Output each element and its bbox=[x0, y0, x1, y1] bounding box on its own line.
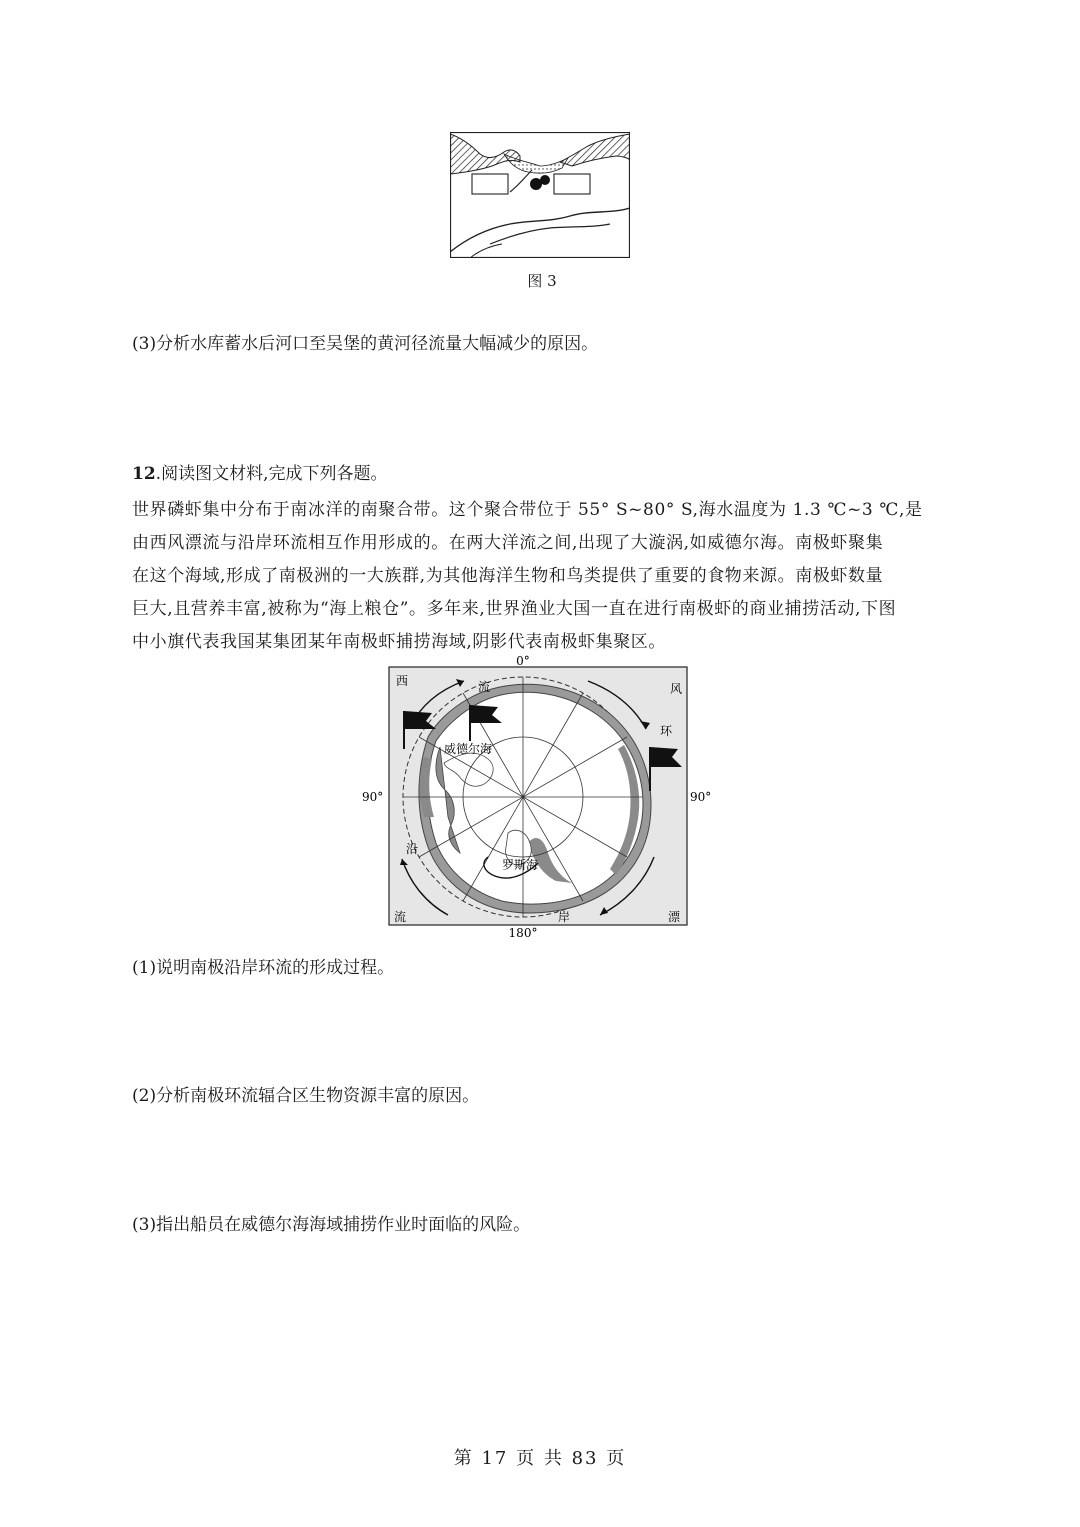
current-char: 环 bbox=[660, 724, 673, 738]
footer-suffix: 页 bbox=[606, 1448, 627, 1469]
question-12-number: 12 bbox=[132, 464, 156, 484]
page-footer bbox=[0, 1444, 1080, 1470]
map-label-bottom: 180° bbox=[508, 926, 538, 940]
material-line: 在这个海域,形成了南极洲的一大族群,为其他海洋生物和鸟类提供了重要的食物来源。南极虾数量 bbox=[132, 566, 884, 586]
material-line: 中小旗代表我国某集团某年南极虾捕捞海域,阴影代表南极虾集聚区。 bbox=[132, 632, 667, 652]
question-11-3: (3)分析水库蓄水后河口至吴堡的黄河径流量大幅减少的原因。 bbox=[132, 334, 599, 354]
material-line: 世界磷虾集中分布于南冰洋的南聚合带。这个聚合带位于 55° S~80° S,海水温度为 1.3 ℃~3 ℃,是 bbox=[132, 500, 923, 520]
ross-sea-label: 罗斯海 bbox=[502, 858, 539, 872]
current-char: 西 bbox=[396, 674, 409, 688]
material-line: 由西风漂流与沿岸环流相互作用形成的。在两大洋流之间,出现了大漩涡,如威德尔海。南极虾聚集 bbox=[132, 533, 884, 553]
figure-3-svg bbox=[450, 132, 630, 258]
current-char: 流 bbox=[478, 680, 491, 694]
current-char: 岸 bbox=[558, 910, 571, 924]
antarctic-map-svg bbox=[362, 654, 712, 940]
question-12-2: (2)分析南极环流辐合区生物资源丰富的原因。 bbox=[132, 1086, 480, 1106]
antarctic-map bbox=[362, 654, 712, 940]
question-12-material bbox=[132, 494, 952, 659]
question-12-prompt: .阅读图文材料,完成下列各题。 bbox=[155, 464, 388, 484]
map-label-left: 90° bbox=[362, 790, 384, 804]
figure-3-diagram bbox=[450, 132, 630, 258]
footer-total-pages: 83 bbox=[571, 1448, 599, 1469]
current-char: 沿 bbox=[406, 842, 419, 856]
question-12-3: (3)指出船员在威德尔海海域捕捞作业时面临的风险。 bbox=[132, 1215, 531, 1235]
question-12-1: (1)说明南极沿岸环流的形成过程。 bbox=[132, 958, 395, 978]
figure-3-caption: 图 3 bbox=[527, 272, 557, 290]
map-label-top: 0° bbox=[516, 654, 530, 668]
weddell-sea-label: 威德尔海 bbox=[444, 742, 493, 756]
watermark bbox=[61, 149, 100, 180]
map-label-right: 90° bbox=[690, 790, 712, 804]
current-char: 漂 bbox=[668, 910, 681, 924]
current-char: 流 bbox=[394, 910, 407, 924]
material-line: 巨大,且营养丰富,被称为“海上粮仓”。多年来,世界渔业大国一直在进行南极虾的商业捕捞活动,下图 bbox=[132, 599, 897, 619]
footer-current-page: 17 bbox=[481, 1448, 509, 1469]
footer-middle: 页 共 bbox=[516, 1448, 564, 1469]
current-char: 风 bbox=[670, 682, 683, 696]
question-12-heading bbox=[132, 462, 387, 486]
footer-prefix: 第 bbox=[453, 1448, 474, 1469]
